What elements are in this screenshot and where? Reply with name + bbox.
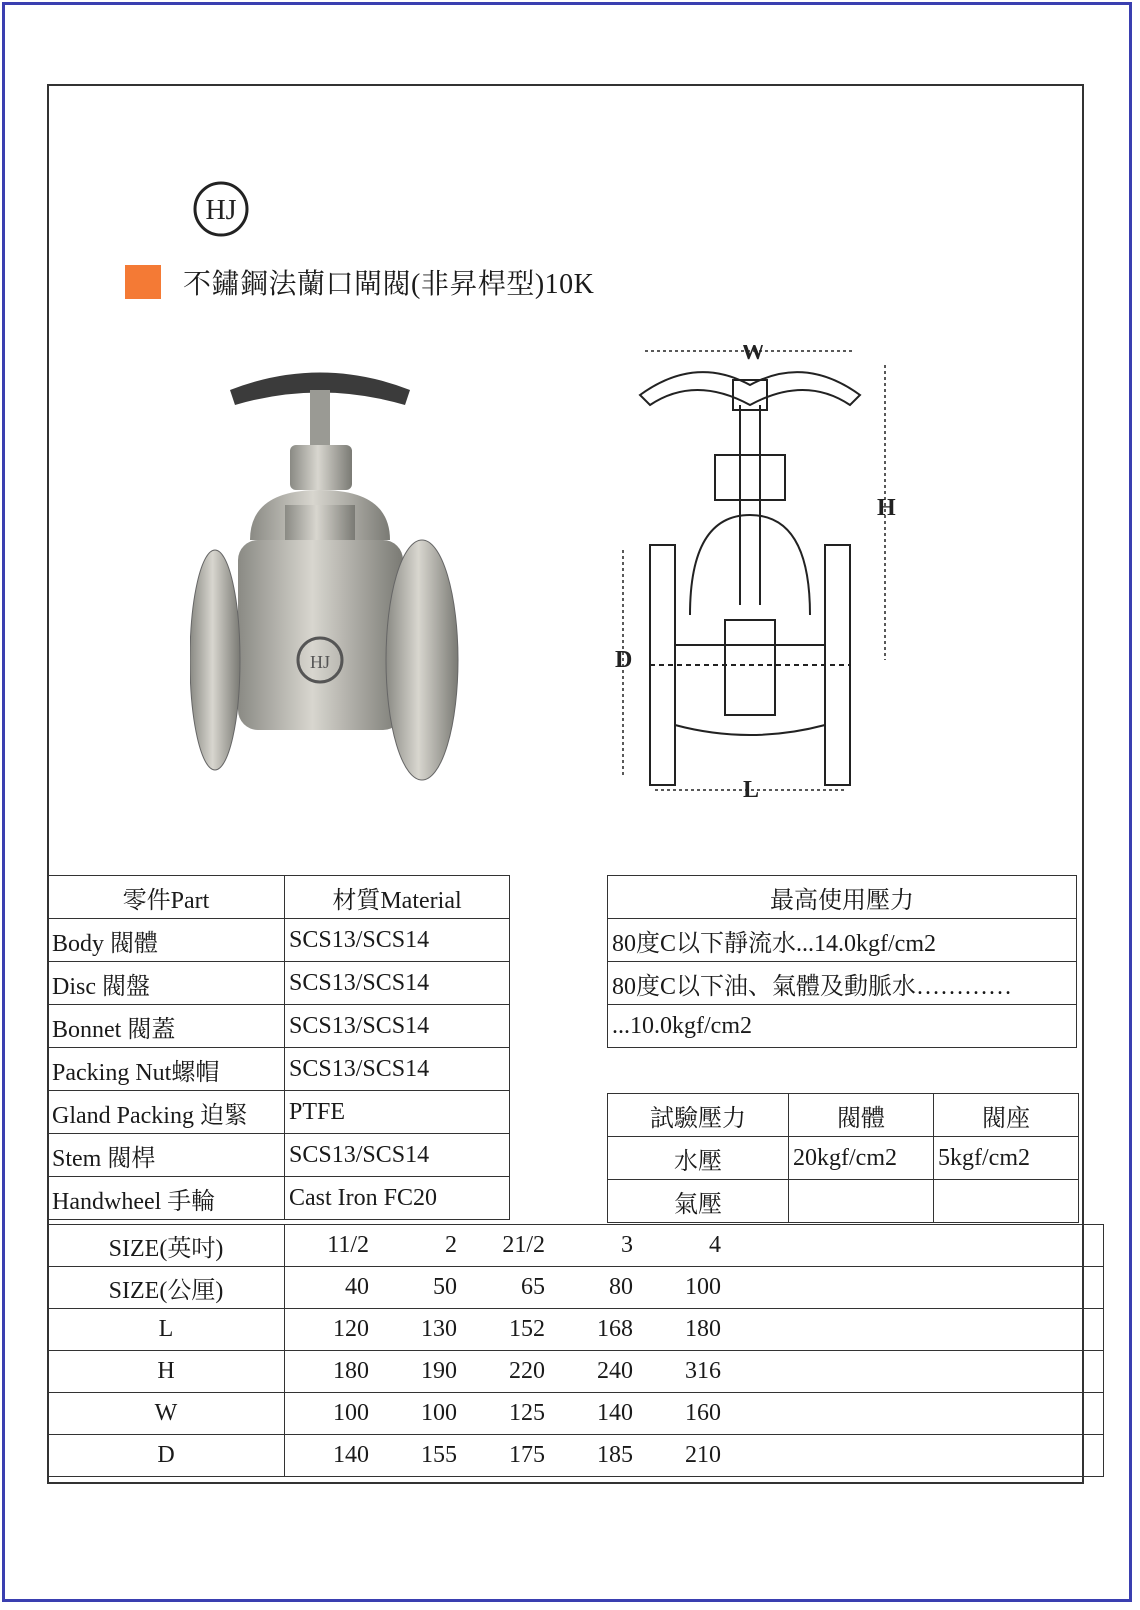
test-seat-value: 5kgf/cm2 <box>934 1137 1079 1180</box>
table-row <box>48 1005 510 1048</box>
cell-value: 21/2 <box>461 1225 549 1267</box>
product-title: 不鏽鋼法蘭口閘閥(非昇桿型)10K <box>183 269 595 300</box>
cell-value: 100 <box>373 1393 461 1435</box>
dim-l-label: L <box>743 777 760 803</box>
parts-header-material: 材質Material <box>285 876 510 919</box>
cell-value: 168 <box>549 1309 637 1351</box>
max-pressure-header: 最高使用壓力 <box>608 876 1077 919</box>
valve-drawing <box>615 345 935 815</box>
cell-value: 3 <box>549 1225 637 1267</box>
cell-value: 175 <box>461 1435 549 1477</box>
test-header-body: 閥體 <box>789 1094 934 1137</box>
table-row <box>48 1267 1104 1309</box>
parts-table <box>47 875 510 1220</box>
test-body-value <box>789 1180 934 1223</box>
cell-value: 80 <box>549 1267 637 1309</box>
dim-d-label: D <box>615 647 633 673</box>
svg-text:HJ: HJ <box>309 652 331 672</box>
part-material: PTFE <box>285 1091 510 1134</box>
table-row <box>48 1225 1104 1267</box>
table-row <box>48 1309 1104 1351</box>
logo-text: HJ <box>205 195 237 226</box>
table-row <box>48 962 510 1005</box>
title-row <box>125 262 594 302</box>
cell-value: 50 <box>373 1267 461 1309</box>
cell-value: 4 <box>637 1225 725 1267</box>
title-marker-icon <box>125 265 161 299</box>
cell-value: 220 <box>461 1351 549 1393</box>
test-header-type: 試驗壓力 <box>608 1094 789 1137</box>
part-name: Packing Nut螺帽 <box>48 1048 285 1091</box>
pressure-line: 80度C以下靜流水...14.0kgf/cm2 <box>608 919 1077 962</box>
part-material: SCS13/SCS14 <box>285 1134 510 1177</box>
part-name: Disc 閥盤 <box>48 962 285 1005</box>
cell-value: 130 <box>373 1309 461 1351</box>
cell-value: 180 <box>285 1351 374 1393</box>
cell-value: 140 <box>549 1393 637 1435</box>
row-label: D <box>48 1435 285 1477</box>
cell-value: 11/2 <box>285 1225 374 1267</box>
cell-value: 180 <box>637 1309 725 1351</box>
table-row <box>608 1180 1079 1223</box>
test-body-value: 20kgf/cm2 <box>789 1137 934 1180</box>
table-row <box>48 1435 1104 1477</box>
cell-value: 152 <box>461 1309 549 1351</box>
cell-value: 65 <box>461 1267 549 1309</box>
test-pressure-table <box>607 1093 1079 1223</box>
hj-logo <box>192 180 250 238</box>
part-material: SCS13/SCS14 <box>285 1048 510 1091</box>
part-name: Handwheel 手輪 <box>48 1177 285 1220</box>
part-material: SCS13/SCS14 <box>285 962 510 1005</box>
max-pressure-table <box>607 875 1077 1048</box>
test-seat-value <box>934 1180 1079 1223</box>
table-row <box>48 919 510 962</box>
cell-value: 190 <box>373 1351 461 1393</box>
part-material: SCS13/SCS14 <box>285 1005 510 1048</box>
cell-value: 40 <box>285 1267 374 1309</box>
table-row <box>48 1351 1104 1393</box>
cell-value: 2 <box>373 1225 461 1267</box>
row-label: L <box>48 1309 285 1351</box>
part-name: Stem 閥桿 <box>48 1134 285 1177</box>
cell-value: 100 <box>285 1393 374 1435</box>
table-row <box>48 1048 510 1091</box>
part-name: Gland Packing 迫緊 <box>48 1091 285 1134</box>
pressure-line: ...10.0kgf/cm2 <box>608 1005 1077 1048</box>
cell-value: 240 <box>549 1351 637 1393</box>
test-type: 氣壓 <box>608 1180 789 1223</box>
cell-value: 155 <box>373 1435 461 1477</box>
cell-value: 316 <box>637 1351 725 1393</box>
row-label: SIZE(英吋) <box>48 1225 285 1267</box>
row-label: W <box>48 1393 285 1435</box>
cell-value: 125 <box>461 1393 549 1435</box>
table-row <box>48 1177 510 1220</box>
part-name: Body 閥體 <box>48 919 285 962</box>
part-material: Cast Iron FC20 <box>285 1177 510 1220</box>
row-label: H <box>48 1351 285 1393</box>
table-row <box>48 1134 510 1177</box>
cell-value: 185 <box>549 1435 637 1477</box>
cell-value: 160 <box>637 1393 725 1435</box>
test-header-seat: 閥座 <box>934 1094 1079 1137</box>
dim-w-label: W <box>741 345 765 365</box>
valve-photo <box>190 360 460 810</box>
row-label: SIZE(公厘) <box>48 1267 285 1309</box>
cell-value: 140 <box>285 1435 374 1477</box>
pressure-line: 80度C以下油、氣體及動脈水………… <box>608 962 1077 1005</box>
dim-h-label: H <box>877 495 896 521</box>
test-header-row <box>608 1094 1079 1137</box>
cell-value: 210 <box>637 1435 725 1477</box>
cell-value: 120 <box>285 1309 374 1351</box>
test-type: 水壓 <box>608 1137 789 1180</box>
cell-value: 100 <box>637 1267 725 1309</box>
part-name: Bonnet 閥蓋 <box>48 1005 285 1048</box>
dimension-table <box>47 1224 1104 1477</box>
table-row <box>608 1137 1079 1180</box>
part-material: SCS13/SCS14 <box>285 919 510 962</box>
parts-header-part: 零件Part <box>48 876 285 919</box>
table-row <box>48 1091 510 1134</box>
parts-header-row <box>48 876 510 919</box>
table-row <box>48 1393 1104 1435</box>
